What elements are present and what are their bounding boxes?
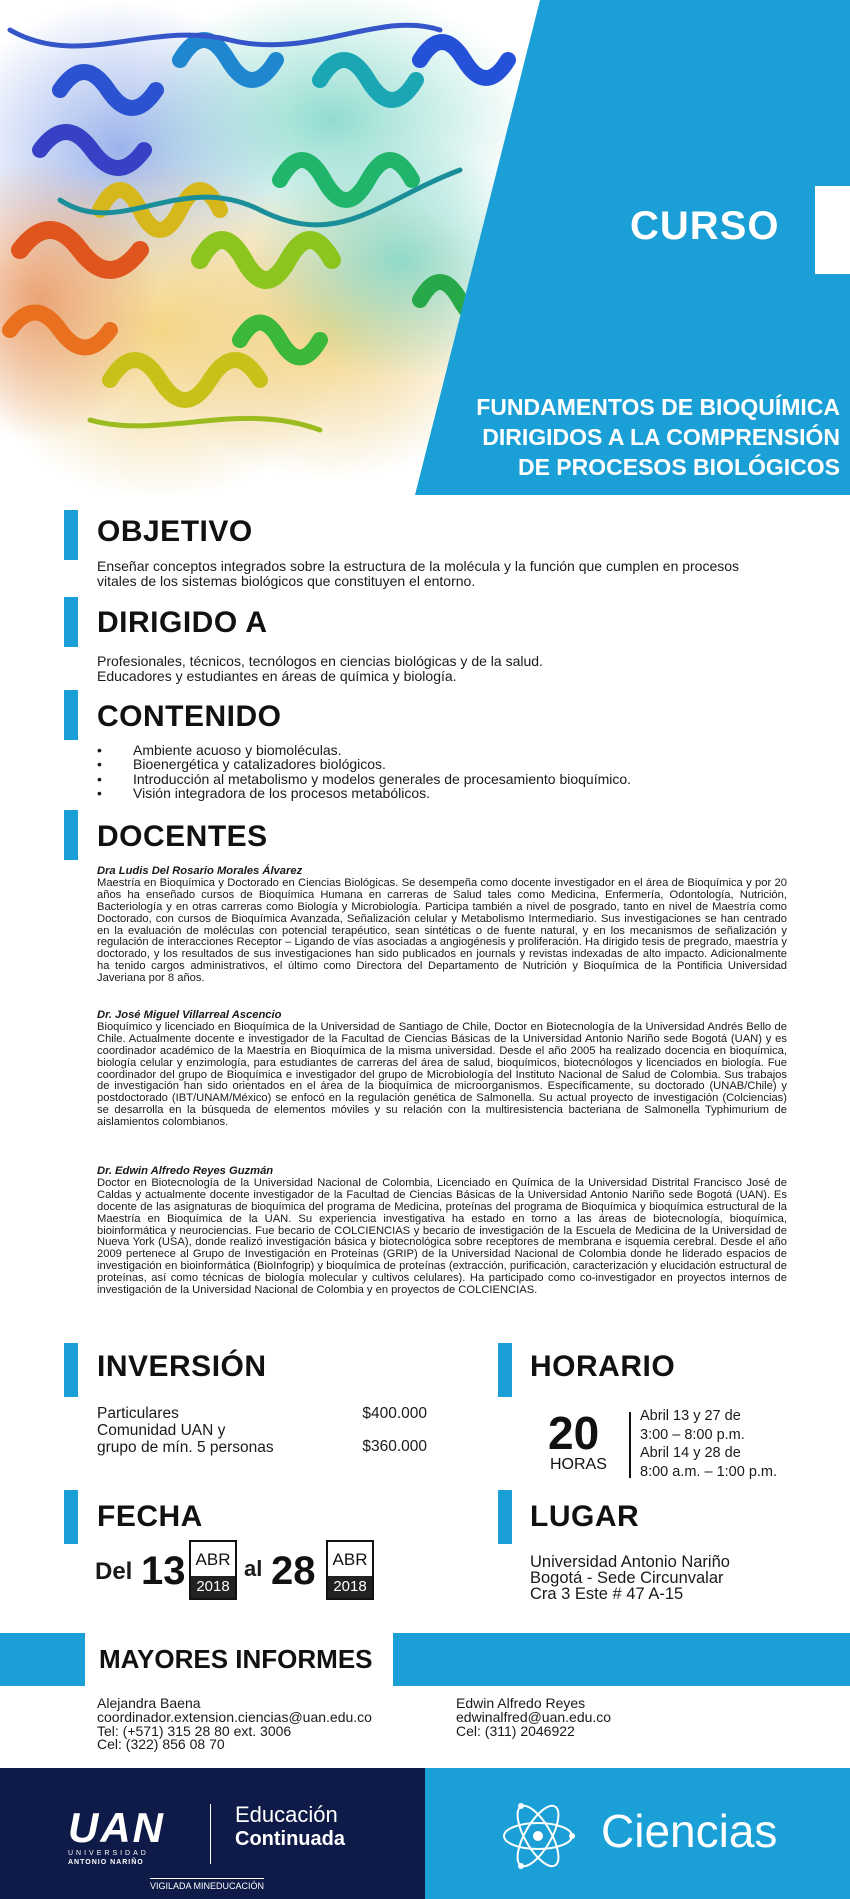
fecha-title: FECHA bbox=[97, 1500, 203, 1533]
vigilada-label: VIGILADA MINEDUCACIÓN bbox=[150, 1878, 264, 1891]
schedule-line: Abril 13 y 27 de bbox=[640, 1408, 741, 1424]
badge-month: ABR bbox=[195, 1550, 231, 1569]
hours-number: 20 bbox=[548, 1407, 600, 1459]
fecha-del: Del bbox=[95, 1558, 133, 1585]
price-amount: $360.000 bbox=[362, 1438, 427, 1455]
section-accent-bar bbox=[64, 810, 78, 860]
price-label: Comunidad UAN y bbox=[97, 1422, 226, 1439]
price-row bbox=[97, 1423, 427, 1456]
horario-title: HORARIO bbox=[530, 1350, 676, 1383]
uan-name-line: ANTONIO NARIÑO bbox=[68, 1859, 144, 1866]
section-accent-bar bbox=[64, 597, 78, 647]
schedule-line: 3:00 – 8:00 p.m. bbox=[640, 1426, 745, 1443]
fecha-al: al bbox=[244, 1556, 263, 1581]
contact-block bbox=[456, 1697, 611, 1738]
address-line: Universidad Antonio Nariño bbox=[530, 1553, 730, 1571]
course-title bbox=[440, 392, 840, 482]
inversion-title: INVERSIÓN bbox=[97, 1350, 267, 1383]
docente-name: Dra Ludis Del Rosario Morales Álvarez bbox=[97, 865, 303, 877]
docente-bio: Bioquímico y licenciado en Bioquímica de la Universidad de Santiago de Chile, Doctor en Biotecnología de la Universidad Andrés Bello de Chile. Actualmente docente e investigador de la Facultad de Ciencias Básicas de la Universidad Antonio Nariño sede Bogotá (UAN) y es coordinador académico de la Maestría en Bioquímica de la misma universidad. Desde el año 2005 ha realizado docencia en bioquímica, biología celular y enzimología, para estudiantes de carreras del área de salud, bioquímicos, biotecnólogos y licenciados en biología. Fue coordinador del grupo de Bioquímica e investigador del grupo de Microbiología del Instituto Nacional de Salud de Colombia. Sus trabajos de investigación han sido orientados en el área de la bioquímica de microorganismos. Específicamente, su doctorado (UNAB/Chile) y postdoctorado (IBT/UNAM/México) se enfocó en la regulación genética de Salmonella. Su actual proyecto de investigación (Colciencias) se desarrolla en la búsqueda de elementos móviles y su relación con la multiresistencia bacteriana de Salmonella Typhimurium de aislamientos colombianos. bbox=[97, 1020, 787, 1129]
curso-tab-notch bbox=[815, 186, 850, 274]
hours-label: HORAS bbox=[550, 1456, 607, 1473]
start-day: 13 bbox=[141, 1549, 186, 1593]
price-amount: $400.000 bbox=[362, 1405, 427, 1422]
docente-entry bbox=[97, 866, 787, 985]
uan-logo: UAN bbox=[68, 1804, 165, 1851]
section-accent-bar bbox=[64, 510, 78, 560]
docente-bio: Doctor en Biotecnología de la Universidad Nacional de Colombia, Licenciado en Química de la Universidad Distrital Francisco José de Caldas y actualmente docente investigador de la Facultad de Ciencias Básicas de la Universidad Antonio Nariño sede Bogotá (UAN). Es docente de las asignaturas de bioquímica del programa de Medicina, proteínas del programa de Bioquímica y bioquímica estructural de la Maestría en Bioquímica de la UAN. Su experiencia investigativa ha estado en torno a las áreas de biotecnología, bioquímica, bioinformática y neurociencias. Fue becario de COLCIENCIAS y becario de investigación de la Escuela de Medicina de la Universidad de Nueva York (USA), donde realizó investigación básica y biotecnológica sobre receptores de membrana e isquemia cerebral. Desde el año 2009 pertenece al Grupo de Investigación en Proteínas (GRIP) de la Universidad Nacional de Colombia donde he liderado espacios de investigación en bioinformática (BioInfogrip) y bioquímica de proteínas (extracción, purificación, caracterización y elucidación estructural de proteínas, así como técnicas de biología molecular y cultivos celulares). Ha participado como co-investigador en proyectos internos de investigación de la Universidad Nacional de Colombia y en proyectos de COLCIENCIAS. bbox=[97, 1176, 787, 1297]
dirigido-line: Profesionales, técnicos, tecnólogos en ciencias biológicas y de la salud. bbox=[97, 653, 543, 669]
contenido-list bbox=[97, 743, 797, 800]
end-day: 28 bbox=[271, 1549, 316, 1593]
start-month-badge bbox=[189, 1540, 237, 1600]
price-label: Particulares bbox=[97, 1405, 179, 1422]
price-row bbox=[97, 1406, 427, 1423]
lugar-address bbox=[530, 1554, 730, 1602]
address-line: Cra 3 Este # 47 A-15 bbox=[530, 1585, 684, 1603]
docente-entry bbox=[97, 1010, 787, 1129]
section-accent-bar bbox=[498, 1343, 512, 1397]
lugar-title: LUGAR bbox=[530, 1500, 640, 1533]
course-title-line: FUNDAMENTOS DE BIOQUÍMICA bbox=[476, 394, 840, 420]
horario-schedule bbox=[640, 1407, 777, 1481]
contact-cell: Cel: (311) 2046922 bbox=[456, 1722, 575, 1739]
curso-tag bbox=[600, 186, 815, 274]
contenido-title: CONTENIDO bbox=[97, 700, 282, 733]
footer-ciencias bbox=[425, 1768, 850, 1899]
contact-block bbox=[97, 1697, 372, 1752]
list-item: • Introducción al metabolismo y modelos generales de procesamiento bioquímico. bbox=[97, 772, 797, 786]
badge-year: 2018 bbox=[328, 1576, 372, 1598]
docente-name: Dr. José Miguel Villarreal Ascencio bbox=[97, 1009, 282, 1021]
price-label: grupo de mín. 5 personas bbox=[97, 1438, 274, 1456]
contact-email[interactable]: edwinalfred@uan.edu.co bbox=[456, 1708, 612, 1725]
curso-label: CURSO bbox=[630, 204, 780, 248]
section-accent-bar bbox=[64, 1343, 78, 1397]
section-accent-bar bbox=[64, 1490, 78, 1544]
docente-entry bbox=[97, 1166, 787, 1297]
badge-year: 2018 bbox=[191, 1576, 235, 1598]
list-item: • Visión integradora de los procesos metabólicos. bbox=[97, 786, 797, 800]
objetivo-text: Enseñar conceptos integrados sobre la estructura de la molécula y la función que cumplen en procesos vitales de los sistemas biológicos que constituyen el entorno. bbox=[97, 558, 740, 589]
atom-icon bbox=[500, 1798, 576, 1874]
docente-bio: Maestría en Bioquímica y Doctorado en Ciencias Biológicas. Se desempeña como docente investigador en el área de Bioquímica y por 20 años ha enseñado cursos de Bioquímica Humana en carreras de Salud tales como Medicina, Enfermería, Odontología, Nutrición, Bacteriología y en otras carreras como Biología y Microbiología. Participa también a nivel de posgrado, tanto en nivel de Maestría como Doctorado, con cursos de Bioquímica Avanzada, Señalización celular y Metabolismo Intermediario. Sus investigaciones se han centrado en la evaluación de moléculas con potencial terapéutico, sean sintéticas o de fuente natural, y en los mecanismos de señalización y regulación de interacciones Receptor – Ligando de vías asociadas a angiogénesis y proliferación. Ha dirigido tesis de pregrado, maestría y doctorado, y los resultados de sus investigaciones han sido publicados en journals y revistas indexadas de alto impacto. Adicionalmente ha tenido cargos administrativos, el último como Directora del Departamento de Nutrición y Bioquímica de la Pontificia Universidad Javeriana por 8 años. bbox=[97, 876, 787, 985]
footer-uan bbox=[0, 1768, 425, 1899]
informes-title: MAYORES INFORMES bbox=[99, 1644, 373, 1674]
objetivo-title: OBJETIVO bbox=[97, 515, 253, 548]
docentes-title: DOCENTES bbox=[97, 820, 268, 853]
footer-divider bbox=[210, 1804, 211, 1864]
section-accent-bar bbox=[498, 1490, 512, 1544]
contact-name: Edwin Alfredo Reyes bbox=[456, 1695, 586, 1711]
edu-line2: Continuada bbox=[235, 1828, 345, 1850]
ciencias-label: Ciencias bbox=[601, 1805, 778, 1857]
edu-line1: Educación bbox=[235, 1802, 338, 1827]
section-accent-bar bbox=[64, 690, 78, 740]
informes-title-box bbox=[85, 1633, 393, 1686]
contact-phone: Tel: (+571) 315 28 80 ext. 3006 bbox=[97, 1722, 292, 1739]
list-item: • Bioenergética y catalizadores biológicos. bbox=[97, 757, 797, 771]
badge-month: ABR bbox=[332, 1550, 368, 1569]
contact-email[interactable]: coordinador.extension.ciencias@uan.edu.co bbox=[97, 1708, 372, 1725]
end-month-badge bbox=[326, 1540, 374, 1600]
course-title-line: DIRIGIDOS A LA COMPRENSIÓN bbox=[482, 424, 840, 450]
schedule-line: 8:00 a.m. – 1:00 p.m. bbox=[640, 1463, 778, 1480]
hero-banner bbox=[0, 0, 850, 495]
horario-divider bbox=[629, 1412, 631, 1478]
course-title-line: DE PROCESOS BIOLÓGICOS bbox=[517, 454, 840, 480]
list-item: • Ambiente acuoso y biomoléculas. bbox=[97, 743, 797, 757]
contact-cell: Cel: (322) 856 08 70 bbox=[97, 1736, 225, 1753]
dirigido-line: Educadores y estudiantes en áreas de química y biología. bbox=[97, 667, 457, 684]
address-line: Bogotá - Sede Circunvalar bbox=[530, 1569, 724, 1587]
docente-name: Dr. Edwin Alfredo Reyes Guzmán bbox=[97, 1165, 274, 1177]
schedule-line: Abril 14 y 28 de bbox=[640, 1445, 741, 1461]
contact-name: Alejandra Baena bbox=[97, 1695, 201, 1711]
dirigido-title: DIRIGIDO A bbox=[97, 606, 268, 639]
dirigido-text bbox=[97, 654, 780, 683]
uan-university-line: UNIVERSIDAD bbox=[68, 1850, 149, 1857]
